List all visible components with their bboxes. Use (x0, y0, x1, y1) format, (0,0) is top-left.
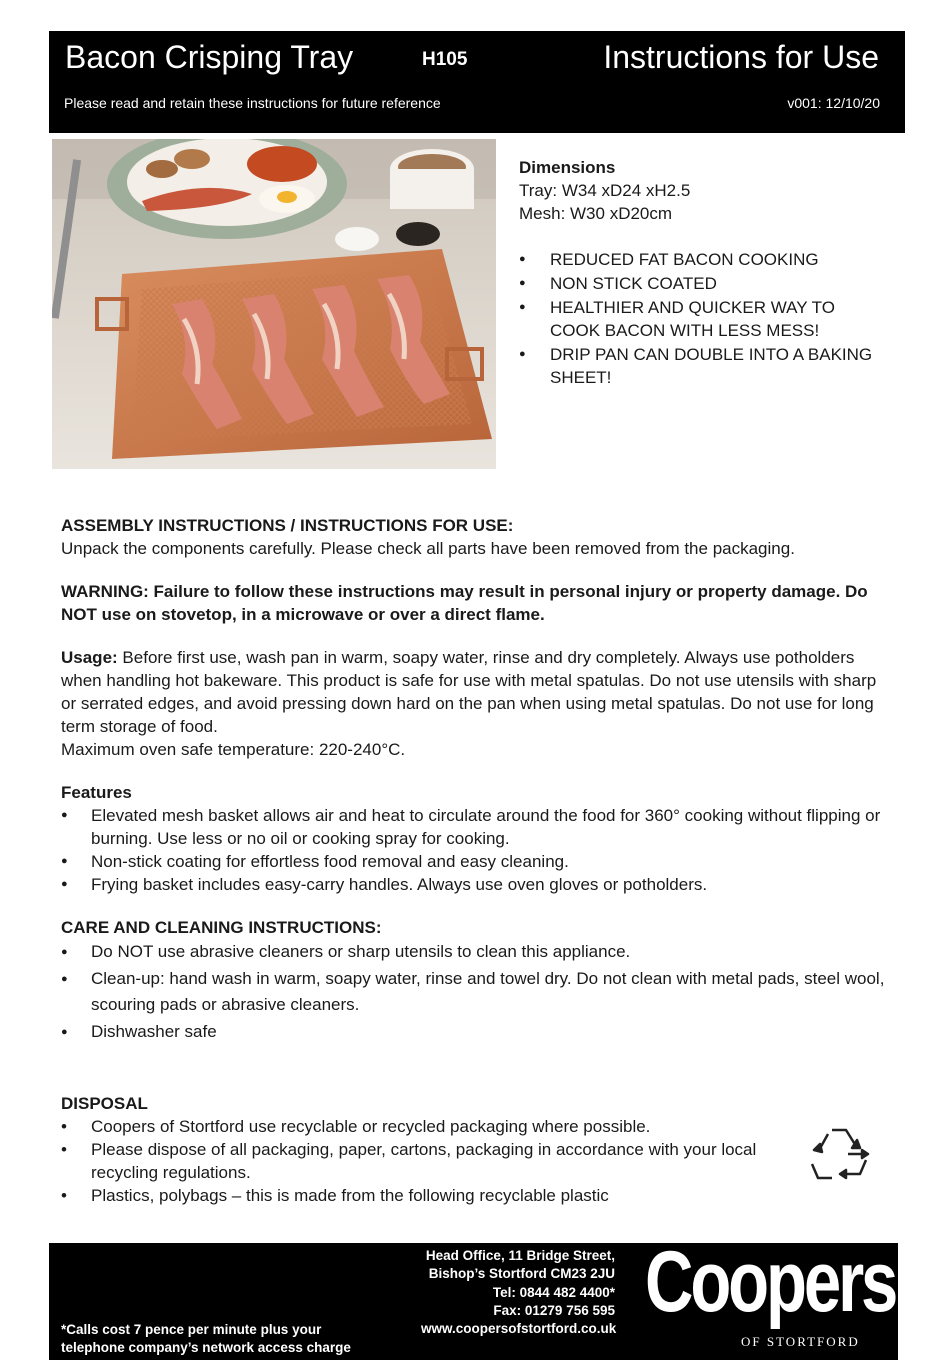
company-address (421, 1247, 615, 1338)
disposal-heading: DISPOSAL (61, 1094, 148, 1113)
footer-bar (49, 1234, 898, 1360)
recycle-icon (804, 1124, 874, 1190)
max-temperature: Maximum oven safe temperature: 220-240°C. (61, 740, 406, 759)
product-photo (52, 139, 496, 469)
list-item: ● HEALTHIER AND QUICKER WAY TO COOK BACON WITH LESS MESS! (519, 296, 889, 342)
list-item: • Please dispose of all packaging, paper, cartons, packaging in accordance with your local recycling regulations. (61, 1138, 761, 1184)
highlights-list (519, 248, 889, 390)
header-bar (49, 31, 905, 133)
instructions-body (61, 514, 891, 1207)
website-line: www.coopersofstortford.co.uk (421, 1321, 617, 1337)
retain-note: Please read and retain these instructions for future reference (64, 95, 441, 111)
list-item: • Plastics, polybags – this is made from the following recyclable plastic (61, 1184, 761, 1207)
care-heading: CARE AND CLEANING INSTRUCTIONS: (61, 918, 382, 937)
usage-label: Usage: (61, 648, 118, 667)
list-item: ● Elevated mesh basket allows air and heat to circulate around the food for 360° cooking without flipping or burning. Use less or no oil or cooking spray for cooking. (61, 804, 891, 850)
care-list (61, 939, 891, 1045)
features-list (61, 804, 891, 896)
list-item: ● DRIP PAN CAN DOUBLE INTO A BAKING SHEET! (519, 343, 889, 389)
list-item: ● Frying basket includes easy-carry handles. Always use oven gloves or potholders. (61, 873, 891, 896)
call-cost-line: *Calls cost 7 pence per minute plus your (61, 1322, 322, 1337)
brand-subtitle: OF STORTFORD (741, 1334, 860, 1349)
list-item: ● Dishwasher safe (61, 1019, 891, 1045)
coopers-logo (645, 1234, 896, 1355)
list-item: ● REDUCED FAT BACON COOKING (519, 248, 889, 271)
dimensions-heading: Dimensions (519, 158, 616, 177)
product-code: H105 (422, 49, 468, 70)
tray-dimensions: Tray: W34 xD24 xH2.5 (519, 181, 691, 200)
features-heading: Features (61, 783, 132, 802)
list-item: ● Do NOT use abrasive cleaners or sharp utensils to clean this appliance. (61, 939, 891, 965)
phone-line: Tel: 0844 482 4400* (492, 1284, 615, 1300)
list-item: ● Non-stick coating for effortless food removal and easy cleaning. (61, 850, 891, 873)
version-label: v001: 12/10/20 (787, 95, 880, 111)
list-item: ● Clean-up: hand wash in warm, soapy water, rinse and towel dry. Do not clean with metal pads, steel wool, scouring pads or abrasive cleaners. (61, 966, 891, 1018)
dimensions-block (519, 156, 690, 225)
product-title: Bacon Crisping Tray (65, 39, 354, 75)
usage-paragraph (61, 646, 891, 738)
call-cost-line: telephone company’s network access charge (61, 1340, 351, 1355)
usage-text: Before first use, wash pan in warm, soapy water, rinse and dry completely. Always use potholders when handling hot bakeware. This product is safe for use with metal spatulas. Do not use utensils with sharp or serrated edges, and avoid pressing down hard on the pan when using metal spatulas. Do not use for long term storage of food. (61, 648, 877, 736)
mesh-dimensions: Mesh: W30 xD20cm (519, 204, 673, 223)
document-title: Instructions for Use (603, 39, 879, 75)
brand-name: Coopers (645, 1234, 896, 1330)
assembly-text: Unpack the components carefully. Please check all parts have been removed from the packaging. (61, 539, 795, 558)
fax-line: Fax: 01279 756 595 (493, 1302, 615, 1318)
assembly-heading: ASSEMBLY INSTRUCTIONS / INSTRUCTIONS FOR USE: (61, 516, 514, 535)
address-line: Bishop’s Stortford CM23 2JU (428, 1266, 615, 1282)
call-cost-note (61, 1321, 351, 1357)
list-item: • Coopers of Stortford use recyclable or recycled packaging where possible. (61, 1115, 761, 1138)
address-line: Head Office, 11 Bridge Street, (425, 1248, 615, 1263)
warning-text: WARNING: Failure to follow these instructions may result in personal injury or property damage. Do NOT use on stovetop, in a microwave or over a direct flame. (61, 582, 868, 624)
disposal-list (61, 1115, 761, 1207)
list-item: ● NON STICK COATED (519, 272, 889, 295)
